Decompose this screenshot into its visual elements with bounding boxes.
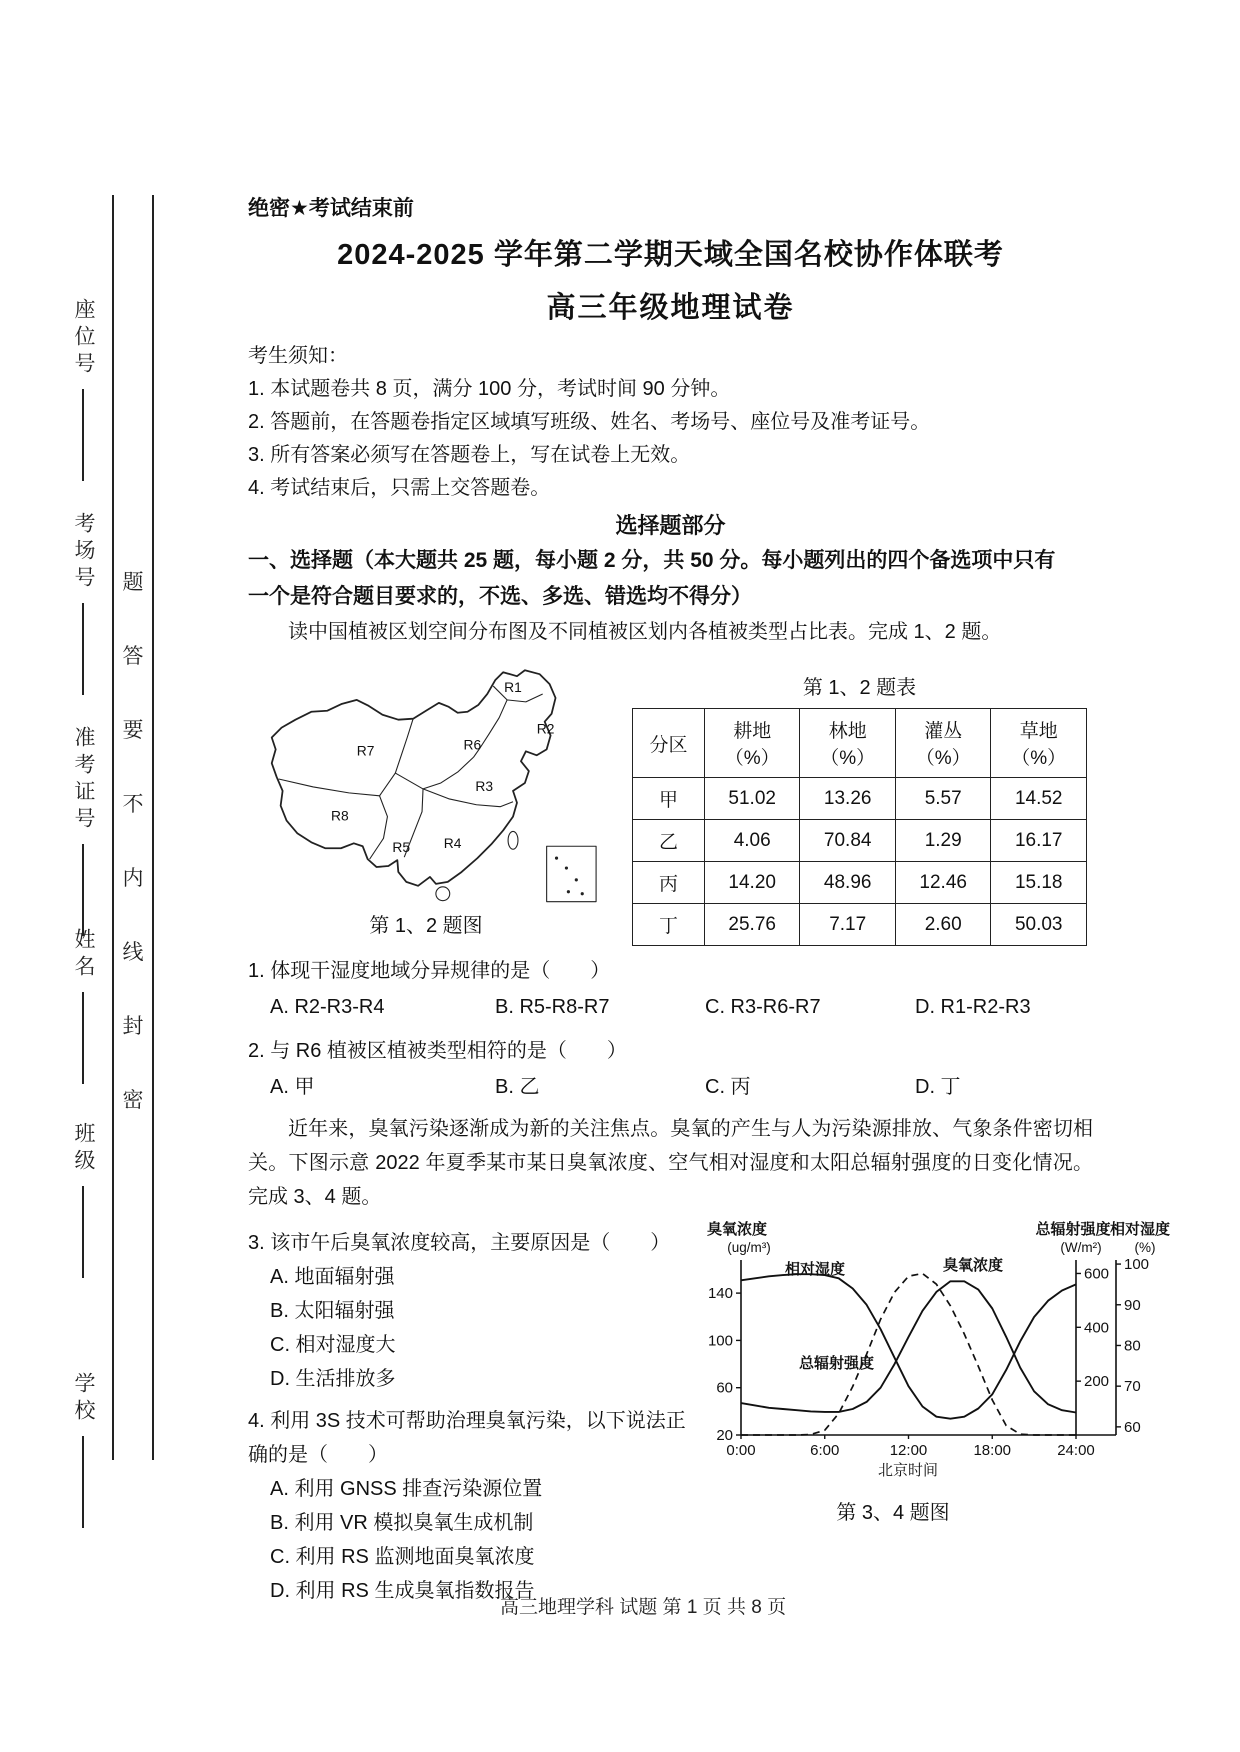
humidity-curve [741, 1274, 1076, 1419]
humidity-axis-ticks [1116, 1256, 1149, 1436]
page-footer: 高三地理学科 试题 第 1 页 共 8 页 [500, 1597, 787, 1618]
cell: 7.17 [800, 904, 896, 946]
cell: 12.46 [895, 862, 991, 904]
notice-item: 1. 本试题卷共 8 页，满分 100 分，考试时间 90 分钟。 [248, 378, 731, 400]
field-label: 班级 [72, 1122, 95, 1176]
ozone-curve-label: 臭氧浓度 [943, 1257, 1004, 1274]
table-row [633, 862, 1087, 904]
map-caption: 第 1、2 题图 [369, 915, 483, 937]
region-label-r5: R5 [392, 839, 411, 856]
svg-text:18:00: 18:00 [973, 1442, 1012, 1459]
cell: 16.17 [991, 820, 1087, 862]
seal-char: 密 [122, 1089, 144, 1112]
svg-text:60: 60 [716, 1379, 733, 1397]
option-d: D. 利用 RS 生成臭氧指数报告 [270, 1580, 535, 1602]
radiation-axis-title: 总辐射强度 [1035, 1221, 1111, 1238]
option-c: C. 丙 [705, 1076, 751, 1098]
cell: 50.03 [991, 904, 1087, 946]
svg-text:600: 600 [1084, 1265, 1110, 1283]
region-label-r7: R7 [356, 742, 375, 759]
exam-subtitle: 高三年级地理试卷 [546, 292, 795, 324]
notice-heading: 考生须知： [248, 345, 348, 367]
fill-in-blank [82, 389, 84, 481]
cell: 25.76 [704, 904, 800, 946]
vegetation-table-block [632, 655, 1087, 946]
region-label-r6: R6 [463, 736, 482, 753]
svg-text:80: 80 [1124, 1337, 1141, 1355]
cell: 甲 [633, 778, 705, 820]
svg-text:90: 90 [1124, 1296, 1141, 1314]
table-header-row [633, 709, 1087, 778]
option-c: C. 相对湿度大 [270, 1334, 396, 1356]
field-name [68, 928, 98, 1084]
inset-island-dot [567, 890, 570, 893]
q34-passage: 近年来，臭氧污染逐渐成为新的关注焦点。臭氧的产生与人为污染源排放、气象条件密切相关。下图示意 2022 年夏季某市某日臭氧浓度、空气相对湿度和太阳总辐射强度的日变化情况。完成 3、4 题。 [248, 1118, 1093, 1208]
field-class [68, 1122, 98, 1278]
x-axis-title: 北京时间 [877, 1462, 939, 1479]
chart-caption: 第 3、4 题图 [836, 1502, 950, 1524]
seal-char: 不 [122, 793, 144, 816]
question-3 [248, 1226, 687, 1396]
fill-in-blank [82, 1186, 84, 1278]
svg-text:100: 100 [707, 1332, 733, 1350]
classification-banner: 绝密★考试结束前 [248, 197, 414, 220]
question-options [248, 988, 1093, 1026]
seal-rule-inner [112, 195, 114, 1460]
notice-item: 4. 考试结束后，只需上交答题卷。 [248, 477, 551, 499]
seal-char: 题 [122, 571, 144, 594]
ozone-chart-block [693, 1218, 1171, 1608]
option-a: A. 利用 GNSS 排查污染源位置 [270, 1478, 543, 1500]
seal-char: 要 [122, 719, 144, 742]
option-b: B. 太阳辐射强 [270, 1300, 395, 1322]
sea-inset-box [547, 846, 596, 901]
svg-text:400: 400 [1084, 1319, 1110, 1337]
table-row [633, 904, 1087, 946]
exam-title: 2024-2025 学年第二学期天域全国名校协作体联考 [337, 239, 1004, 271]
cell: 51.02 [704, 778, 800, 820]
question-1 [248, 954, 1093, 1026]
field-exam-room [68, 512, 98, 695]
cell: 48.96 [800, 862, 896, 904]
exam-content [248, 192, 1171, 1608]
field-label: 考场号 [72, 512, 95, 593]
hainan-island [436, 887, 450, 901]
radiation-curve-label: 总辐射强度 [799, 1355, 875, 1372]
region-label-r4: R4 [443, 835, 462, 852]
svg-text:12:00: 12:00 [889, 1442, 928, 1459]
cell: 2.60 [895, 904, 991, 946]
option-a: A. R2-R3-R4 [270, 996, 385, 1018]
seal-char: 线 [122, 941, 144, 964]
col-header: 分区 [633, 709, 705, 778]
inset-island-dot [565, 866, 568, 869]
radiation-axis-ticks [1076, 1265, 1109, 1390]
q12-intro: 读中国植被区划空间分布图及不同植被区划内各植被类型占比表。完成 1、2 题。 [288, 621, 1002, 643]
col-header: 灌丛（%） [895, 709, 991, 778]
svg-text:24:00: 24:00 [1057, 1442, 1095, 1459]
ozone-curve [741, 1281, 1076, 1412]
option-b: B. 乙 [495, 1076, 540, 1098]
left-axis-ticks [708, 1285, 741, 1444]
col-header: 耕地（%） [704, 709, 800, 778]
taiwan-island [508, 831, 518, 849]
region-boundary [395, 719, 413, 773]
fill-in-blank [82, 992, 84, 1084]
option-b: B. 利用 VR 模拟臭氧生成机制 [270, 1512, 534, 1534]
cell: 丙 [633, 862, 705, 904]
option-c: C. 利用 RS 监测地面臭氧浓度 [270, 1546, 535, 1568]
seal-char: 内 [122, 867, 144, 890]
region-label-r8: R8 [331, 807, 349, 824]
china-vegetation-map [248, 655, 604, 946]
option-a: A. 地面辐射强 [270, 1266, 395, 1288]
part-heading: 选择题部分 [615, 513, 726, 538]
field-admission-ticket [68, 726, 98, 936]
question-stem: 2. 与 R6 植被区植被类型相符的是（ ） [248, 1040, 627, 1062]
option-b: B. R5-R8-R7 [495, 996, 610, 1018]
question-2 [248, 1034, 1093, 1106]
plot-area [708, 1256, 1149, 1479]
notice-item: 3. 所有答案必须写在答题卷上，写在试卷上无效。 [248, 444, 691, 466]
svg-text:200: 200 [1084, 1373, 1110, 1391]
region-boundary [279, 773, 396, 796]
question-options [248, 1068, 1093, 1106]
region-boundary [395, 757, 473, 789]
section-instruction-line1: 一、选择题（本大题共 25 题，每小题 2 分，共 50 分。每小题列出的四个备选项中只有 [248, 549, 1056, 572]
q34-questions [248, 1218, 687, 1608]
table-caption: 第 1、2 题表 [802, 677, 917, 699]
cell: 1.29 [895, 820, 991, 862]
inset-island-dot [581, 892, 584, 895]
china-outline [272, 670, 556, 886]
china-map-svg [248, 655, 604, 907]
col-header: 林地（%） [800, 709, 896, 778]
notice-block [248, 340, 1093, 505]
option-d: D. 丁 [915, 1076, 961, 1098]
field-label: 座位号 [72, 298, 95, 379]
humidity-axis-title: 相对湿度 [1109, 1221, 1171, 1238]
radiation-curve [741, 1274, 1076, 1436]
svg-text:20: 20 [716, 1427, 733, 1444]
q34-row [248, 1218, 1171, 1608]
figure-table-row [248, 655, 1093, 946]
field-label: 准考证号 [72, 726, 95, 834]
option-c: C. R3-R6-R7 [705, 996, 821, 1018]
fill-in-blank [82, 603, 84, 695]
ozone-chart-svg [693, 1218, 1181, 1486]
inset-island-dot [575, 878, 578, 881]
seal-char: 封 [122, 1015, 144, 1038]
region-label-r1: R1 [504, 679, 522, 695]
question-stem: 4. 利用 3S 技术可帮助治理臭氧污染，以下说法正确的是（ ） [248, 1410, 686, 1466]
cell: 4.06 [704, 820, 800, 862]
seal-line-text [121, 566, 145, 1114]
cell: 丁 [633, 904, 705, 946]
svg-text:0:00: 0:00 [726, 1442, 756, 1459]
x-axis-ticks [726, 1435, 1094, 1459]
notice-item: 2. 答题前，在答题卷指定区域填写班级、姓名、考场号、座位号及准考证号。 [248, 411, 931, 433]
cell: 15.18 [991, 862, 1087, 904]
question-4 [248, 1404, 687, 1608]
region-boundary [423, 789, 513, 807]
svg-text:6:00: 6:00 [810, 1442, 840, 1459]
svg-text:70: 70 [1124, 1378, 1141, 1396]
seal-rule-outer [152, 195, 154, 1460]
cell: 14.20 [704, 862, 800, 904]
cell: 13.26 [800, 778, 896, 820]
svg-text:100: 100 [1124, 1256, 1150, 1274]
svg-text:140: 140 [707, 1285, 733, 1303]
region-boundary [370, 796, 388, 859]
cell: 70.84 [800, 820, 896, 862]
field-seat-number [68, 298, 98, 481]
question-stem: 3. 该市午后臭氧浓度较高，主要原因是（ ） [248, 1232, 671, 1254]
cell: 5.57 [895, 778, 991, 820]
table-row [633, 820, 1087, 862]
humidity-axis-unit: (%) [1134, 1240, 1156, 1255]
table-row [633, 778, 1087, 820]
fill-in-blank [82, 844, 84, 936]
option-a: A. 甲 [270, 1076, 315, 1098]
humidity-curve-label: 相对湿度 [785, 1261, 846, 1278]
vegetation-table [632, 708, 1087, 946]
field-label: 姓名 [72, 928, 95, 982]
left-axis-unit: (ug/m³) [727, 1240, 771, 1255]
fill-in-blank [82, 1436, 84, 1528]
cell: 乙 [633, 820, 705, 862]
region-label-r2: R2 [536, 720, 555, 737]
field-school [68, 1372, 98, 1528]
option-d: D. R1-R2-R3 [915, 996, 1031, 1018]
field-label: 学校 [72, 1372, 95, 1426]
radiation-axis-unit: (W/m²) [1060, 1240, 1102, 1255]
question-stem: 1. 体现干湿度地域分异规律的是（ ） [248, 960, 611, 982]
seal-char: 答 [122, 645, 144, 668]
svg-text:60: 60 [1124, 1418, 1141, 1436]
col-header: 草地（%） [991, 709, 1087, 778]
section-instruction-line2: 一个是符合题目要求的，不选、多选、错选均不得分） [248, 585, 752, 608]
left-axis-title: 臭氧浓度 [706, 1221, 768, 1238]
region-label-r3: R3 [475, 777, 494, 794]
inset-island-dot [555, 857, 558, 860]
cell: 14.52 [991, 778, 1087, 820]
option-d: D. 生活排放多 [270, 1368, 396, 1390]
